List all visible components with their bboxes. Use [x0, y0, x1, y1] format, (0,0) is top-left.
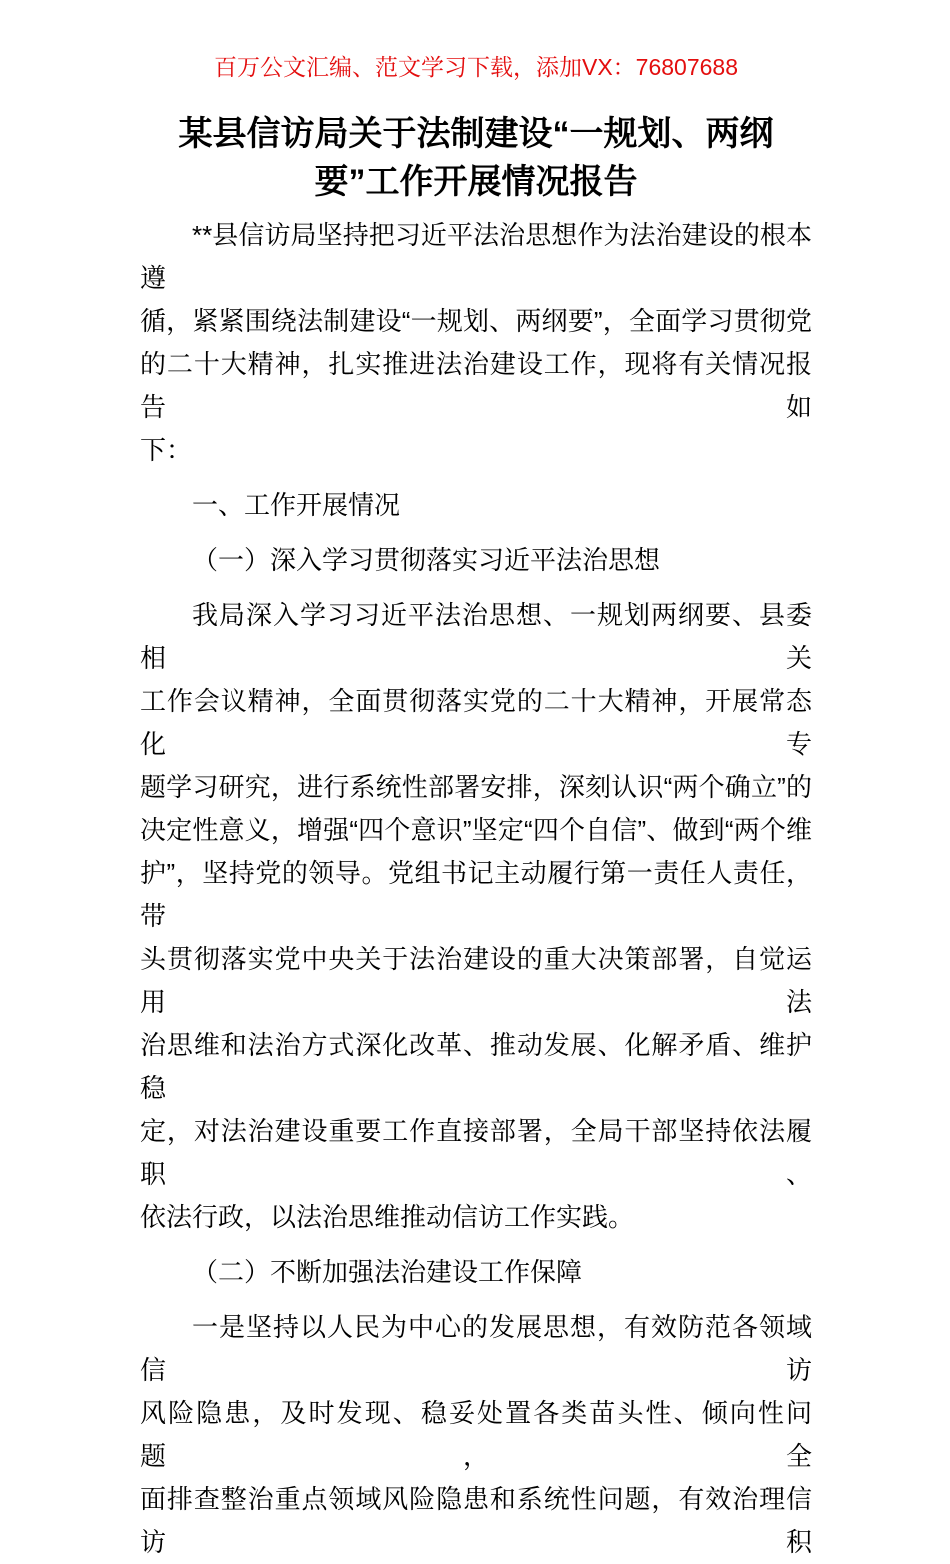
text-line: 治思维和法治方式深化改革、推动发展、化解矛盾、维护稳: [140, 1030, 812, 1103]
text-line: 定，对法治建设重要工作直接部署，全局干部坚持依法履职、: [140, 1116, 812, 1189]
text-line: **县信访局坚持把习近平法治思想作为法治建设的根本遵: [140, 220, 812, 293]
text-line: 风险隐患，及时发现、稳妥处置各类苗头性、倾向性问题，全: [140, 1398, 812, 1471]
text-line: 工作会议精神，全面贯彻落实党的二十大精神，开展常态化专: [140, 686, 812, 759]
text-line: （二）不断加强法治建设工作保障: [192, 1257, 583, 1287]
text-line: 头贯彻落实党中央关于法治建设的重大决策部署，自觉运用法: [140, 944, 812, 1017]
paragraph: [140, 594, 812, 1239]
section-heading: [140, 539, 812, 582]
text-line: （一）深入学习贯彻落实习近平法治思想: [192, 545, 661, 575]
paragraph: [140, 1306, 812, 1564]
text-line: 决定性意义，增强“四个意识”坚定“四个自信”、做到“两个维: [140, 815, 812, 845]
text-line: 下：: [140, 435, 193, 465]
text-line: 我局深入学习习近平法治思想、一规划两纲要、县委相关: [140, 600, 812, 673]
text-line: 题学习研究，进行系统性部署安排，深刻认识“两个确立”的: [140, 772, 812, 802]
document-body: [140, 214, 812, 1564]
text-line: 一、工作开展情况: [192, 490, 401, 520]
document-title: [140, 110, 812, 206]
text-line: 一是坚持以人民为中心的发展思想，有效防范各领域信访: [140, 1312, 812, 1385]
section-heading: [140, 1251, 812, 1294]
text-line: 循，紧紧围绕法制建设“一规划、两纲要”，全面学习贯彻党: [140, 306, 812, 336]
paragraph: [140, 214, 812, 472]
section-heading: [140, 484, 812, 527]
title-line-1: 某县信访局关于法制建设“一规划、两纲: [178, 115, 774, 153]
text-line: 依法行政，以法治思维推动信访工作实践。: [140, 1202, 635, 1232]
watermark-banner: 百万公文汇编、范文学习下载，添加VX：76807688: [213, 54, 738, 80]
title-line-2: 要”工作开展情况报告: [314, 163, 638, 201]
text-line: 面排查整治重点领域风险隐患和系统性问题，有效治理信访积: [140, 1484, 812, 1557]
text-line: 护”，坚持党的领导。党组书记主动履行第一责任人责任，带: [140, 858, 812, 931]
text-line: 的二十大精神，扎实推进法治建设工作，现将有关情况报告如: [140, 349, 812, 422]
